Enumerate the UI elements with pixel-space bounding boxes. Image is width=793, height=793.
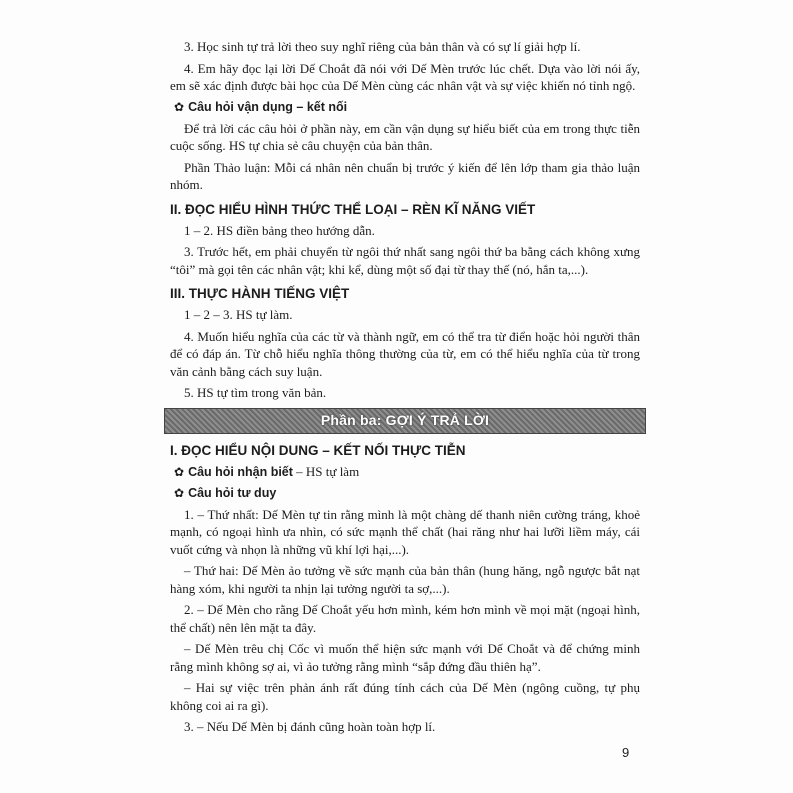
subheading-text: Câu hỏi vận dụng – kết nối — [188, 99, 348, 114]
subheading-tail: – HS tự làm — [292, 463, 360, 479]
paragraph: Để trả lời các câu hỏi ở phần này, em cần vận dụng sự hiểu biết của em trong thực tiễn cuộc sống. HS tự chia sẻ câu chuyện của bản thân. — [170, 120, 640, 153]
paragraph: 2. – Dế Mèn cho rằng Dế Choắt yếu hơn mình, kém hơn mình về mọi mặt (ngoại hình, thể chất) nên lên mặt ta đây. — [170, 602, 640, 635]
subheading-text: Câu hỏi nhận biết — [188, 464, 293, 479]
subheading-tu-duy — [170, 485, 640, 502]
paragraph: – Dế Mèn trêu chị Cốc vì muốn thể hiện sức mạnh với Dế Choắt và để chứng minh rằng mình không sợ ai, vì ảo tưởng rằng mình “sắp đứng đầu thiên hạ”. — [170, 641, 640, 674]
paragraph: 3. Học sinh tự trả lời theo suy nghĩ riêng của bản thân và có sự lí giải hợp lí. — [184, 39, 581, 54]
subheading-nhan-biet — [170, 463, 640, 481]
paragraph: – Thứ hai: Dế Mèn ảo tưởng về sức mạnh của bản thân (hung hăng, ngỗ ngược bắt nạt hàng xóm, khi người ta nhịn lại tưởng người ta sợ,...). — [170, 563, 640, 596]
section-heading: I. ĐỌC HIỂU NỘI DUNG – KẾT NỐI THỰC TIỄN — [170, 442, 466, 458]
page-number: 9 — [622, 745, 630, 760]
section-heading: III. THỰC HÀNH TIẾNG VIỆT — [170, 286, 350, 301]
paragraph: Phần Thảo luận: Mỗi cá nhân nên chuẩn bị trước ý kiến để lên lớp tham gia thảo luận nhóm. — [170, 159, 640, 192]
paragraph: 4. Muốn hiểu nghĩa của các từ và thành ngữ, em có thể tra từ điển hoặc hỏi người thân để có đáp án. Từ chỗ hiểu nghĩa thông thường của từ, em có thể hiểu nghĩa của từ trong văn cảnh bằng cách suy luận. — [170, 328, 640, 379]
paragraph: 1. – Thứ nhất: Dế Mèn tự tin rằng mình là một chàng dế thanh niên cường tráng, khoẻ mạnh, có ngoại hình ưa nhìn, có sức mạnh thể chất (hai răng như hai lưỡi liềm máy, cái vuốt cứng và nhọn là những vũ khí lợi hại,...). — [170, 506, 640, 557]
section-heading: II. ĐỌC HIỂU HÌNH THỨC THỂ LOẠI – RÈN KĨ NĂNG VIẾT — [170, 201, 536, 217]
part-title-band — [164, 408, 646, 434]
page-content — [170, 38, 640, 740]
flower-bullet-icon: ✿ — [174, 464, 185, 479]
paragraph: 1 – 2 – 3. HS tự làm. — [184, 307, 293, 322]
subheading-text: Câu hỏi tư duy — [188, 485, 277, 500]
paragraph: 3. Trước hết, em phải chuyển từ ngôi thứ nhất sang ngôi thứ ba bằng cách không xưng “tôi” mà gọi tên các nhân vật; khi kể, dùng một số đại từ thay thế (nó, hắn ta,...). — [170, 244, 640, 277]
paragraph: 3. – Nếu Dế Mèn bị đánh cũng hoàn toàn hợp lí. — [184, 719, 436, 734]
part-title: Phần ba: GỢI Ý TRẢ LỜI — [320, 411, 490, 428]
paragraph: 1 – 2. HS điền bảng theo hướng dẫn. — [184, 222, 375, 238]
flower-bullet-icon: ✿ — [174, 485, 185, 500]
subheading-van-dung — [170, 99, 640, 116]
paragraph: 4. Em hãy đọc lại lời Dế Choắt đã nói với Dế Mèn trước lúc chết. Dựa vào lời nói ấy, em sẽ xác định được bài học của Dế Mèn cùng các nhân vật và sự việc khiến nó tỉnh ngộ. — [170, 60, 640, 93]
flower-bullet-icon: ✿ — [174, 99, 185, 114]
paragraph: – Hai sự việc trên phản ánh rất đúng tính cách của Dế Mèn (ngông cuồng, tự phụ không coi ai ra gì). — [170, 680, 640, 713]
paragraph: 5. HS tự tìm trong văn bản. — [184, 385, 327, 400]
